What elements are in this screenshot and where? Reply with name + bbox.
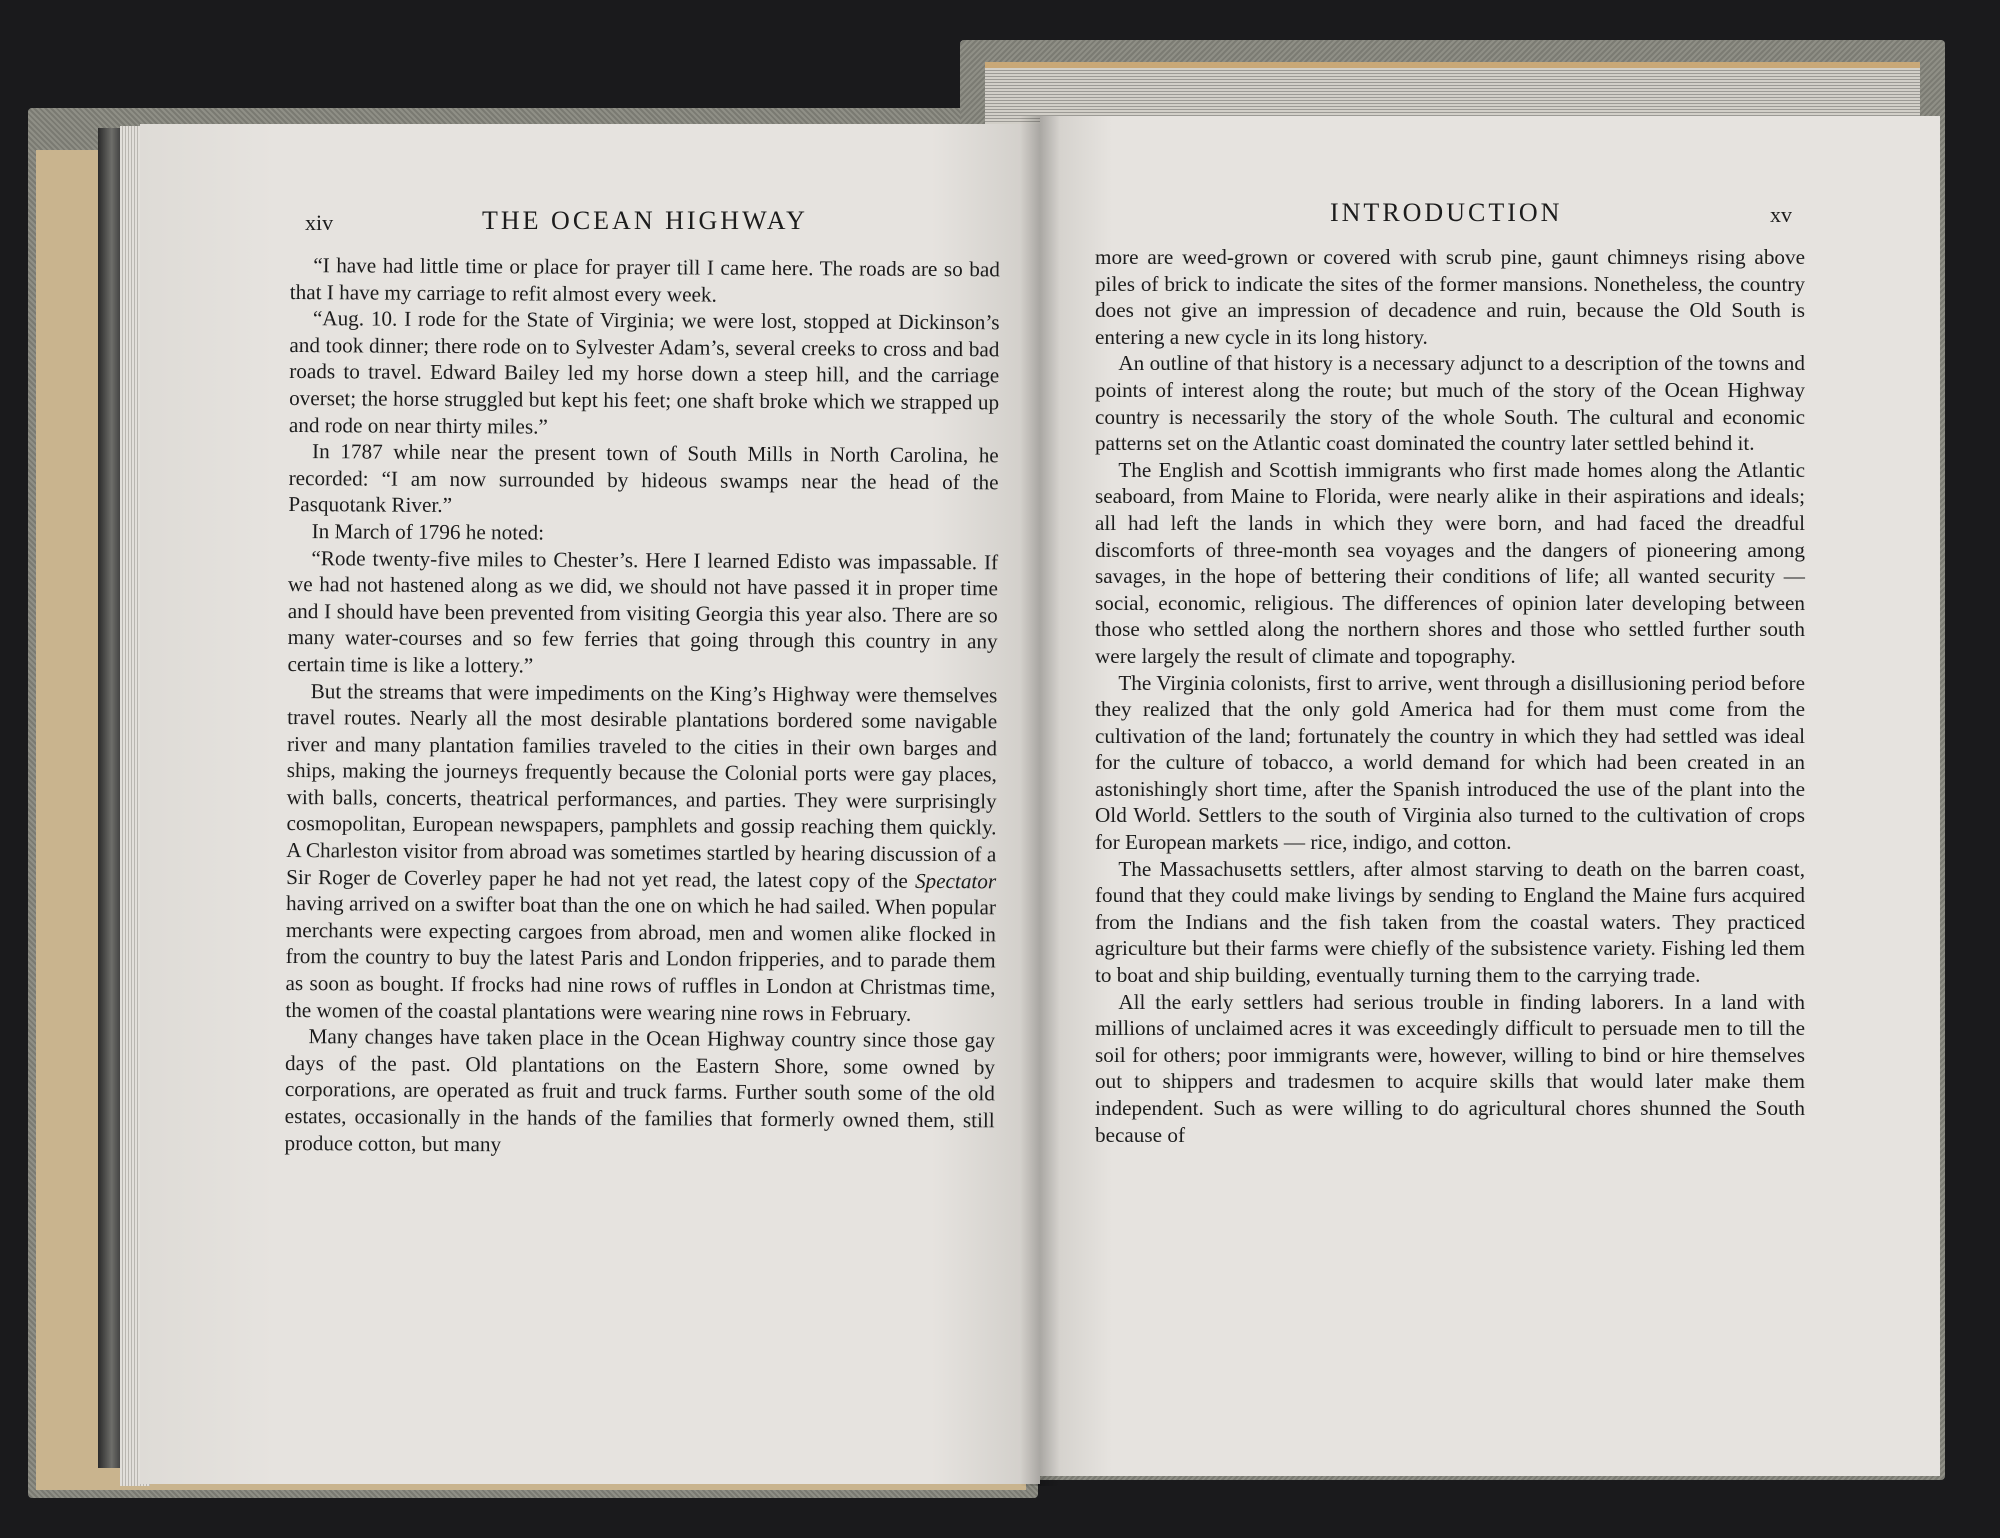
right-paragraph: The English and Scottish immigrants who first made homes along the Atlantic seaboard, from Maine to Florida, were nearly alike in their aspirations and ideals; all had left the lands in which they were born, and had faced the dreadful discomforts of three-month sea voyages and the dangers of pioneering among savages, in the hope of bettering their conditions of life; all wanted security — social, economic, religious. The differences of opinion later developing between those who settled along the northern shores and those who settled further south were largely the result of climate and topography. xyxy=(1095,457,1805,668)
left-paragraph: “I have had little time or place for prayer till I came here. The roads are so bad that I have my carriage to refit almost every week. xyxy=(289,253,1000,307)
left-paragraph: In March of 1796 he noted: xyxy=(311,519,545,545)
left-paragraph: “Aug. 10. I rode for the State of Virginia; we were lost, stopped at Dickinson’s and took dinner; there rode on to Sylvester Adam’s, several creeks to cross and bad roads to travel. Edward Bailey led my horse down a steep hill, and the carriage overset; the horse struggled but kept his feet; one shaft broke which we strapped up and rode on near thirty miles.” xyxy=(288,306,1000,439)
right-paragraph: All the early settlers had serious trouble in finding laborers. In a land with millions of unclaimed acres it was exceedingly difficult to persuade men to till the soil for others; poor immigrants were, however, willing to bind or hire themselves out to shippers and tradesmen to acquire skills that would later make them independent. Such as were willing to do agricultural chores shunned the South because of xyxy=(1095,989,1805,1147)
left-paragraph: Many changes have taken place in the Ocean Highway country since those gay days of the past. Old plantations on the Eastern Shore, some owned by corporations, are operated as fruit and truck farms. Further south some of the old estates, occasionally in the hands of the families that formerly owned them, still produce cotton, but many xyxy=(284,1024,996,1156)
spectator-title: Spectator xyxy=(914,868,997,893)
right-paragraph: more are weed-grown or covered with scrub pine, gaunt chimneys rising above piles of brick to indicate the sites of the former mansions. Nonetheless, the country does not give an impression of decadence and ruin, because the Old South is entering a new cycle in its long history. xyxy=(1095,245,1805,349)
right-running-head: INTRODUCTION xyxy=(1330,198,1563,227)
left-page xyxy=(140,124,1040,1484)
left-paragraph-text: having arrived on a swifter boat than the one on which he had sailed. When popular merchants were expecting cargoes from abroad, men and women alike flocked in from the country to buy the latest Paris and London fripperies, and to parade them as soon as bought. If frocks had nine rows of ruffles in London at Christmas time, the women of the coastal plantations were wearing nine rows in February. xyxy=(285,891,997,1026)
left-folio: xiv xyxy=(305,210,334,235)
right-paragraph: The Virginia colonists, first to arrive, went through a disillusioning period before they realized that the only gold America had for them must come from the cultivation of the land; fortunately the country in which they had settled was ideal for the culture of tobacco, a world demand for which had been created in an astonishingly short time, after the Spanish introduced the use of the plant into the Old World. Settlers to the south of Virginia also turned to the cultivation of crops for European markets — rice, indigo, and cotton. xyxy=(1095,670,1805,855)
spine-gutter xyxy=(1020,116,1060,1486)
left-paragraph: “Rode twenty-five miles to Chester’s. Here I learned Edisto was impassable. If we had not hastened along as we did, we should not have passed it in proper time and I should have been prevented from visiting Georgia this year also. There are so many water-courses and so few ferries that going through this country in any certain time is like a lottery.” xyxy=(287,545,999,678)
right-paragraph: The Massachusetts settlers, after almost starving to death on the barren coast, found that they could make livings by sending to England the Maine furs acquired from the Indians and the fish taken from the coastal waters. They practiced agriculture but their farms were chiefly of the subsistence variety. Fishing led them to boat and ship building, eventually turning them to the carrying trade. xyxy=(1095,856,1805,988)
left-body-text xyxy=(284,252,1000,1161)
right-page xyxy=(1040,116,1940,1476)
right-folio: xv xyxy=(1770,202,1792,227)
right-body-text xyxy=(1095,244,1805,1148)
left-paragraph xyxy=(285,677,997,1027)
left-running-head: THE OCEAN HIGHWAY xyxy=(482,206,808,235)
left-paragraph: In 1787 while near the present town of South Mills in North Carolina, he recorded: “I am now surrounded by hideous swamps near the head of the Pasquotank River.” xyxy=(288,439,999,518)
right-paragraph: An outline of that history is a necessary adjunct to a description of the towns and points of interest along the route; but much of the story of the Ocean Highway country is necessarily the story of the whole South. The cultural and economic patterns set on the Atlantic coast dominated the country later settled behind it. xyxy=(1095,351,1805,456)
left-paragraph-text: But the streams that were impediments on the King’s Highway were themselves travel routes. Nearly all the most desirable plantations bordered some navigable river and many plantation families traveled to the cities in their own barges and ships, making the journeys frequently because the Colonial ports were gay places, with balls, concerts, theatrical performances, and parties. They were surprisingly cosmopolitan, European newspapers, pamphlets and gossip reaching them quickly. A Charleston visitor from abroad was sometimes startled by hearing discussion of a Sir Roger de Coverley paper he had not yet read, the latest copy of the xyxy=(286,678,998,893)
